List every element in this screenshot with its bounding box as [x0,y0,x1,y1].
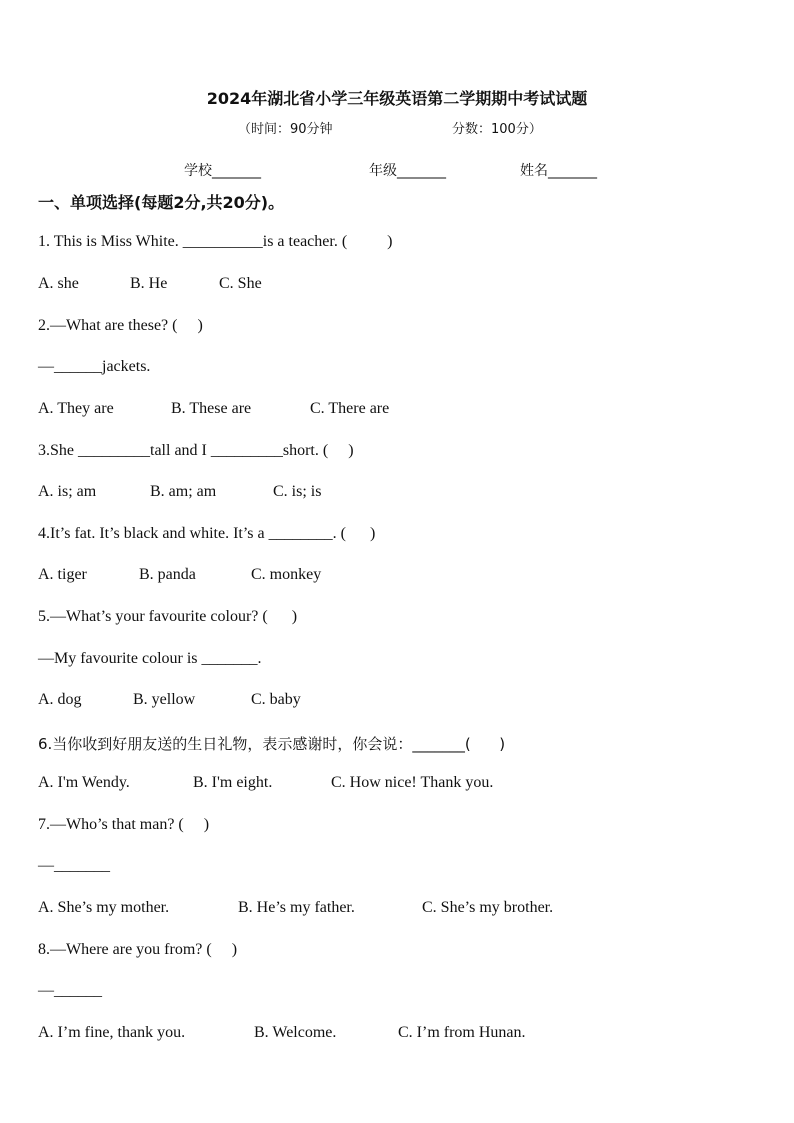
answer-line: —My favourite colour is _______. [38,650,262,667]
option-b: B. yellow [133,691,196,708]
option-b: B. I'm eight. [193,774,273,791]
option-a: A. is; am [38,483,97,500]
option-c: C. How nice! Thank you. [331,774,494,791]
exam-score: 分数：100分） [452,122,542,137]
question-stem: 4.It’s fat. It’s black and white. It’s a ________. ( ) [38,525,376,542]
option-a: A. dog [38,691,82,708]
school-field: 学校_______ [184,163,261,179]
question-stem: 6.当你收到好朋友送的生日礼物，表示感谢时，你会说：_______( ) [38,735,506,753]
option-b: B. He’s my father. [238,899,355,916]
answer-line: —_______ [38,857,110,874]
option-c: C. is; is [273,483,322,500]
question-stem: 5.—What’s your favourite colour? ( ) [38,608,298,625]
option-a: A. she [38,275,79,292]
option-c: C. She [219,275,262,292]
question-stem: 8.—Where are you from? ( ) [38,941,238,958]
option-a: A. tiger [38,566,87,583]
question-stem: 3.She _________tall and I _________short. ( ) [38,442,354,459]
option-a: A. I'm Wendy. [38,774,130,791]
option-b: B. panda [139,566,196,583]
option-b: B. These are [171,400,252,417]
exam-time: （时间：90分钟 [238,122,333,137]
option-b: B. He [130,275,168,292]
answer-line: —______jackets. [38,358,151,375]
option-a: A. I’m fine, thank you. [38,1024,186,1041]
exam-title: 2024年湖北省小学三年级英语第二学期期中考试试题 [206,89,588,108]
answer-line: —______ [38,982,102,999]
option-b: B. Welcome. [254,1024,337,1041]
option-c: C. She’s my brother. [422,899,554,916]
option-c: C. I’m from Hunan. [398,1024,526,1041]
section-heading: 一、单项选择(每题2分,共20分)。 [38,193,285,212]
question-stem: 1. This is Miss White. __________is a teacher. ( ) [38,233,393,250]
option-c: C. baby [251,691,301,708]
option-b: B. am; am [150,483,217,500]
option-a: A. They are [38,400,114,417]
grade-field: 年级_______ [369,163,446,179]
option-c: C. There are [310,400,390,417]
name-field: 姓名_______ [520,163,597,179]
option-c: C. monkey [251,566,322,583]
question-stem: 2.—What are these? ( ) [38,317,203,334]
question-stem: 7.—Who’s that man? ( ) [38,816,210,833]
option-a: A. She’s my mother. [38,899,170,916]
